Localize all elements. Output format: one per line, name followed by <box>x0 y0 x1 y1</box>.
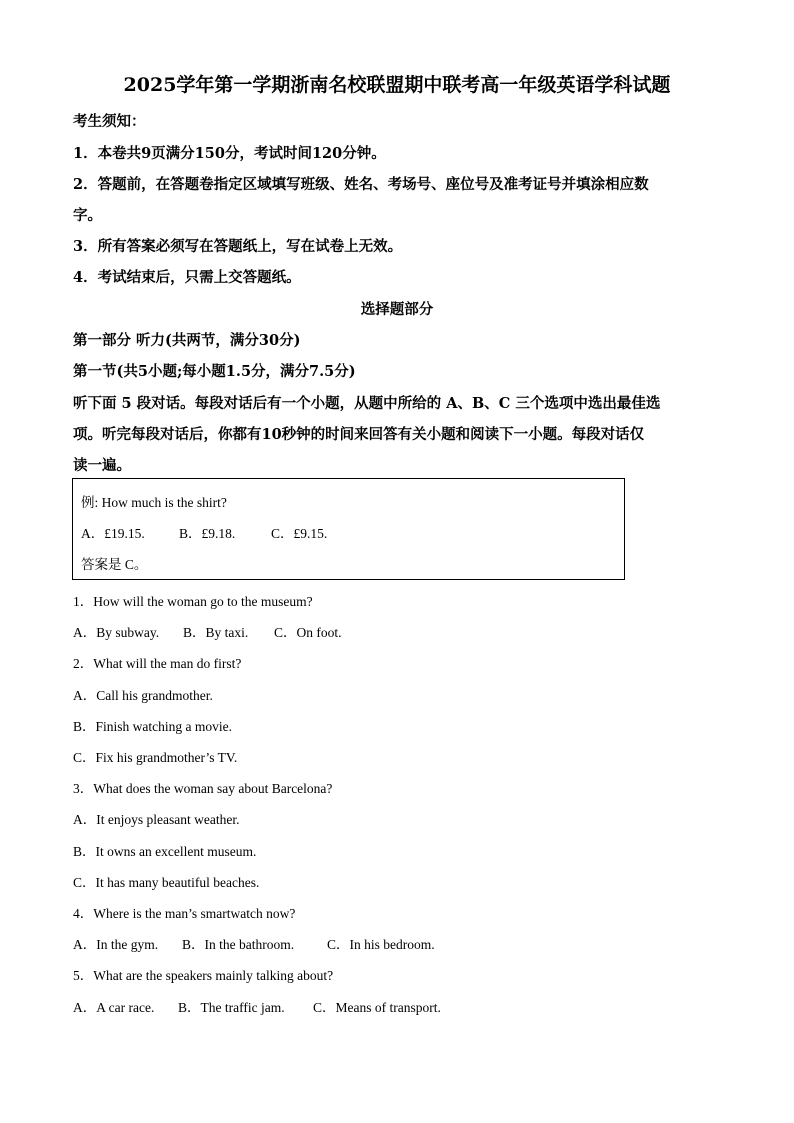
example-option-b: B．£9.18. <box>179 526 236 541</box>
notice-item-4: 4．考试结束后，只需上交答题纸。 <box>73 269 301 286</box>
question-1-options <box>73 621 342 641</box>
question-5-option-b: B．The traffic jam. <box>178 1000 285 1015</box>
question-4-stem: 4．Where is the man’s smartwatch now? <box>73 906 296 921</box>
question-3-option-a: A．It enjoys pleasant weather. <box>73 812 240 827</box>
notice-item-2-cont: 字。 <box>73 207 102 224</box>
question-1-stem: 1．How will the woman go to the museum? <box>73 594 313 609</box>
instructions-line-1: 听下面 5 段对话。每段对话后有一个小题，从题中所给的 A、B、C 三个选项中选出最佳选 <box>73 395 661 412</box>
question-2-option-c: C．Fix his grandmother’s TV. <box>73 750 238 765</box>
part1-section1-title: 第一节(共5小题;每小题1.5分，满分7.5分) <box>73 363 356 380</box>
question-4-option-b: B．In the bathroom. <box>182 937 295 952</box>
example-question: 例: How much is the shirt? <box>81 495 227 510</box>
question-3-option-b: B．It owns an excellent museum. <box>73 844 257 859</box>
notice-item-3: 3．所有答案必须写在答题纸上，写在试卷上无效。 <box>73 238 403 255</box>
question-5-options <box>73 996 441 1016</box>
part1-title: 第一部分 听力(共两节，满分30分) <box>73 332 301 349</box>
example-option-c: C．£9.15. <box>271 526 328 541</box>
question-5-stem: 5．What are the speakers mainly talking about? <box>73 968 334 983</box>
notice-item-2: 2．答题前，在答题卷指定区域填写班级、姓名、考场号、座位号及准考证号并填涂相应数 <box>73 176 649 193</box>
question-5-option-c: C．Means of transport. <box>313 1000 441 1015</box>
example-answer: 答案是 C。 <box>81 557 148 572</box>
question-2-option-a: A．Call his grandmother. <box>73 688 213 703</box>
question-4-option-c: C．In his bedroom. <box>327 937 435 952</box>
instructions-line-2: 项。听完每段对话后，你都有10秒钟的时间来回答有关小题和阅读下一小题。每段对话仅 <box>73 426 645 443</box>
question-4-options <box>73 933 435 953</box>
question-1-option-a: A．By subway. <box>73 625 160 640</box>
instructions-line-3: 读一遍。 <box>73 457 131 474</box>
question-3-stem: 3．What does the woman say about Barcelona? <box>73 781 333 796</box>
question-4-option-a: A．In the gym. <box>73 937 159 952</box>
question-2-option-b: B．Finish watching a movie. <box>73 719 232 734</box>
question-1-option-c: C．On foot. <box>274 625 342 640</box>
example-box <box>72 478 625 580</box>
question-5-option-a: A．A car race. <box>73 1000 155 1015</box>
notice-heading: 考生须知： <box>73 113 146 130</box>
question-3-option-c: C．It has many beautiful beaches. <box>73 875 260 890</box>
section-heading: 选择题部分 <box>360 301 434 318</box>
question-2-stem: 2．What will the man do first? <box>73 656 242 671</box>
example-options <box>81 522 327 542</box>
notice-item-1: 1．本卷共9页满分150分，考试时间120分钟。 <box>73 145 386 162</box>
question-1-option-b: B．By taxi. <box>183 625 249 640</box>
example-option-a: A．£19.15. <box>81 526 145 541</box>
exam-title: 2025学年第一学期浙南名校联盟期中联考高一年级英语学科试题 <box>123 74 671 96</box>
